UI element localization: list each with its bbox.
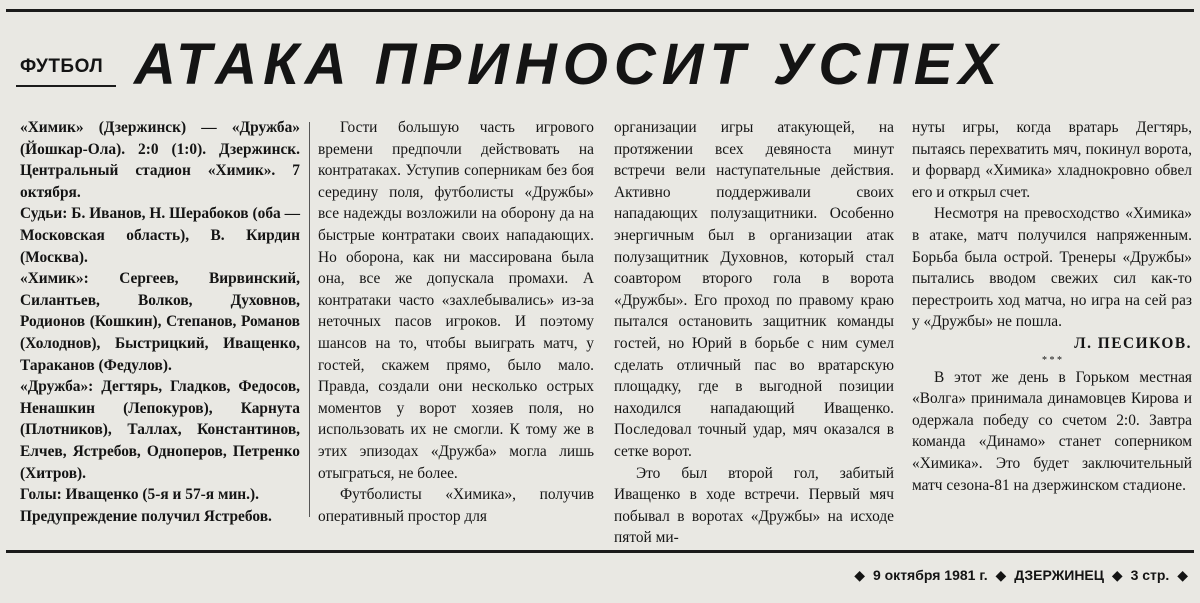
page-footer — [852, 567, 1190, 584]
cautions: Предупреждение получил Ястребов. — [20, 507, 272, 525]
article-column-4 — [912, 117, 1192, 527]
paragraph: нуты игры, когда вратарь Дегтярь, пытаясь перехватить мяч, покинул ворота, и форвард «Химика» хладнокровно обвел его и открыл счет. — [912, 119, 1192, 201]
section-underline — [16, 85, 116, 87]
page-number: 3 стр. — [1130, 567, 1170, 583]
goals: Голы: Иващенко (5-я и 57-я мин.). — [20, 486, 259, 504]
match-result: «Химик» (Дзержинск) — «Дружба» (Йошкар-Ола). 2:0 (1:0). Дзержинск. Центральный стадион «Химик». 7 октября. — [20, 119, 300, 201]
diamond-icon: ◆ — [1111, 567, 1123, 583]
paragraph: Несмотря на превосходство «Химика» в атаке, матч получился напряженным. Борьба была острой. Тренеры «Дружбы» пытались вводом свежих сил как-то перестроить ход матча, но игра на сей раз у «Дружбы» не пошла. — [912, 205, 1192, 331]
diamond-icon: ◆ — [995, 567, 1007, 583]
issue-date: 9 октября 1981 г. — [872, 567, 988, 583]
match-details-column — [20, 117, 300, 527]
paragraph: Это был второй гол, забитый Иващенко в ходе встречи. Первый мяч побывал в воротах «Дружбы» на исходе пятой ми- — [614, 464, 894, 547]
paragraph: Гости большую часть игрового времени предпочли действовать на контратаках. Уступив соперникам без боя середину поля, футболисты «Дружбы» все надежды возложили на оборону да на быстрые контратаки своих нападающих. Но оборона, как ни массирована была она, все же допускала промахи. А контратаки часто «захлебывались» из-за неточных пасов игроков. И поэтому шансов на то, чтобы выиграть матч, у гостей, скажем прямо, было мало. Правда, создали они несколько острых моментов у ворот хозяев поля, но использовать их не смогли. К тому же в этих эпизодах «Дружба» могла лишь отыграться, не более. — [318, 119, 594, 482]
lineup-druzhba: «Дружба»: Дегтярь, Гладков, Федосов, Ненашкин (Лепокуров), Карнута (Плотников), Таллах, Константинов, Елчев, Ястребов, Одноперов, Петренко (Хитров). — [20, 378, 300, 482]
author-signature: Л. ПЕСИКОВ. — [1074, 334, 1192, 352]
section-separator: * * * — [1042, 354, 1062, 366]
column-divider — [309, 122, 310, 517]
diamond-icon: ◆ — [854, 567, 866, 583]
paragraph: организации игры атакующей, на протяжении всех девяноста минут встречи вели наступательные действия. Активно поддерживали своих нападающих полузащитники. Особенно энергичным был в организации атак полузащитник Духовнов, который стал соавтором второго гола в ворота «Дружбы». Его проход по правому краю пытался остановить защитник команды гостей, но Юрий в борьбе с ним сумел сделать отличный пас во вратарскую площадку, где в выгодной позиции находился нападающий Иващенко. Последовал точный удар, мяч оказался в сетке ворот. — [614, 119, 894, 460]
paragraph: В этот же день в Горьком местная «Волга» принимала динамовцев Кирова и одержала победу со счетом 2:0. Завтра команда «Динамо» станет соперником «Химика». Это будет заключительный матч сезона-81 на дзержинском стадионе. — [912, 368, 1192, 494]
section-label: ФУТБОЛ — [20, 56, 104, 77]
diamond-icon: ◆ — [1177, 567, 1188, 583]
article-column-3 — [614, 117, 894, 547]
article-column-2 — [318, 117, 594, 527]
article-headline: АТАКА ПРИНОСИТ УСПЕХ — [134, 32, 1004, 97]
newspaper-name: ДЗЕРЖИНЕЦ — [1014, 567, 1104, 583]
paragraph: Футболисты «Химика», получив оперативный простор для — [318, 486, 594, 525]
lineup-khimik: «Химик»: Сергеев, Вирвинский, Силантьев, Волков, Духовнов, Родионов (Кошкин), Степанов, Романов (Холоднов), Быстрицкий, Иващенко, Тараканов (Федулов). — [20, 270, 300, 374]
referees: Судьи: Б. Иванов, Н. Шерабоков (оба — Московская область), В. Кирдин (Москва). — [20, 205, 300, 266]
